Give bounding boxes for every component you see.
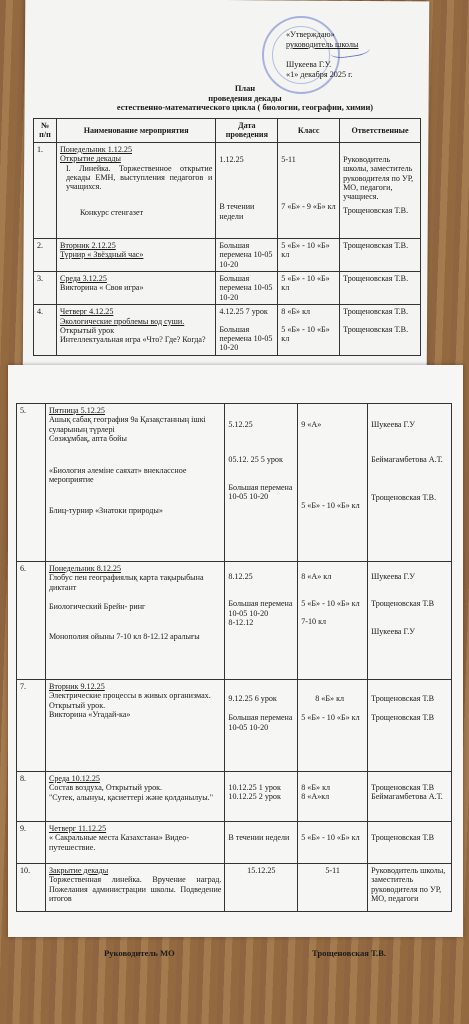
class-cell: [298, 822, 368, 864]
event-text: Монополия ойыны 7-10 кл 8-12.12 аралығы: [48, 631, 200, 641]
class-text: 9 «А»: [301, 420, 322, 429]
responsible-text: Трощеновская Т.В: [371, 599, 435, 609]
class-text: 5 «Б» - 10 «Б» кл: [281, 324, 330, 344]
approval-line: руководитель школы: [286, 40, 359, 49]
class-text: 8 «А» кл: [301, 572, 332, 581]
date-cell: [216, 142, 278, 238]
date-text: В течении недели: [219, 202, 255, 221]
date-text: 4.12.25 7 урок: [219, 307, 268, 317]
event-text: "Сутек, алынуы, қасиеттері және қолданылуы.": [48, 792, 213, 802]
class-cell: 5-11: [298, 864, 368, 912]
header-date: Дата проведения: [216, 119, 278, 143]
table-header-row: [34, 119, 421, 143]
responsible-text: Трощеновская Т.В.: [343, 307, 409, 317]
event-text: Блиц-турнир «Знатоки природы»: [48, 506, 163, 516]
event-text: Открытие декады: [59, 154, 121, 164]
event-cell: [45, 822, 224, 864]
responsible-text: Трощеновская Т.В.: [343, 205, 409, 215]
responsible-text: Трощеновская Т.В.: [343, 324, 409, 334]
class-cell: 5 «Б» - 10 «Б» кл: [278, 238, 340, 271]
row-number: 3.: [34, 272, 57, 305]
class-cell: [298, 680, 368, 772]
day-heading: Среда 10.12.25: [48, 774, 100, 783]
plan-table-page-1: [33, 118, 421, 356]
class-cell: [278, 305, 340, 356]
date-text: 10.12.25 2 урок: [228, 792, 281, 802]
row-number: 8.: [17, 772, 46, 822]
date-text: Большая перемена 10-05 10-20: [219, 324, 273, 353]
responsible-cell: [368, 680, 452, 772]
row-number: 10.: [17, 864, 46, 912]
class-text: 5 «Б» - 10 «Б» кл: [301, 599, 360, 609]
event-text: Сөзжұмбақ, апта бойы: [48, 434, 127, 444]
date-text: 05.12. 25 5 урок: [228, 455, 283, 465]
table-row: [17, 864, 452, 912]
responsible-text: Трощеновская Т.В: [371, 713, 435, 723]
event-cell: [56, 272, 215, 305]
responsible-cell: Трощеновская Т.В.: [340, 238, 421, 271]
responsible-cell: Трощеновская Т.В.: [340, 272, 421, 305]
table-row: [17, 772, 452, 822]
title-line: План: [234, 84, 256, 93]
day-heading: Среда 3.12.25: [59, 274, 107, 284]
date-text: Большая перемена 10-05 10-20: [228, 713, 293, 732]
table-row: [17, 404, 452, 562]
event-cell: [56, 305, 215, 356]
event-text: Ашық сабақ география 9а Қазақстанның ішкі суларының түрлері: [48, 415, 206, 434]
responsible-cell: [340, 142, 421, 238]
responsible-text: Трощеновская Т.В: [371, 783, 435, 792]
responsible-cell: [368, 404, 452, 562]
class-cell: 5 «Б» - 10 «Б» кл: [278, 272, 340, 305]
event-text: Викторина « Своя игра»: [59, 283, 144, 293]
class-text: 7 «Б» - 9 «Б» кл: [281, 202, 336, 212]
event-text: Состав воздуха, Открытый урок.: [48, 783, 163, 793]
table-row: [34, 305, 421, 356]
event-text: «Биология әлеміне саяхат» внеклассное мероприятие: [48, 465, 187, 485]
responsible-cell: Руководитель школы, заместитель руководителя по УР, МО, педагоги: [368, 864, 452, 912]
day-heading: Вторник 9.12.25: [48, 682, 105, 691]
class-cell: [278, 142, 340, 238]
responsible-text: Трощеновская Т.В.: [371, 492, 437, 502]
day-heading: Пятница 5.12.25: [48, 406, 105, 415]
responsible-cell: [368, 822, 452, 864]
class-text: 8 «А»кл: [301, 792, 330, 802]
date-text: 8.12.25: [228, 572, 253, 581]
date-cell: [225, 680, 298, 772]
class-text: 5-11: [281, 154, 296, 164]
document-title: [100, 84, 390, 113]
approval-line: «Утверждаю»: [286, 30, 335, 39]
event-text: Конкурс стенгазет: [79, 207, 144, 217]
header-num: № п/п: [34, 119, 57, 143]
table-row: [17, 680, 452, 772]
responsible-text: Шукеева Г.У: [371, 420, 416, 429]
responsible-text: Беймагамбетова А.Т.: [371, 455, 443, 465]
date-cell: 15.12.25: [225, 864, 298, 912]
event-text: Глобус пен географиялық карта тақырыбына диктант: [48, 573, 204, 592]
header-responsible: Ответственные: [340, 119, 421, 143]
table-row: [34, 272, 421, 305]
table-row: [17, 822, 452, 864]
approval-block: [286, 30, 416, 80]
class-text: 5 «Б» - 10 «Б» кл: [301, 713, 360, 723]
responsible-text: Шукеева Г.У: [371, 626, 416, 636]
event-text: Экологические проблемы вод суши.: [59, 316, 185, 326]
date-text: Большая перемена 10-05 10-20: [228, 599, 293, 618]
event-text: Торжественная линейка. Вручение наград. Пожелания администрации школы. Подведение итогов: [48, 875, 222, 904]
responsible-text: Трощеновская Т.В: [371, 694, 435, 703]
row-number: 7.: [17, 680, 46, 772]
class-text: 5 «Б» - 10 «Б» кл: [301, 501, 360, 511]
plan-table-page-2: [16, 403, 452, 912]
event-cell: [45, 404, 224, 562]
responsible-cell: [368, 772, 452, 822]
event-text: Биологический Брейн- ринг: [48, 602, 146, 612]
date-text: 1.12.25: [219, 154, 244, 164]
event-cell: [56, 238, 215, 271]
day-heading: Четверг 4.12.25: [59, 307, 114, 317]
date-cell: [225, 772, 298, 822]
class-text: 7-10 кл: [301, 616, 327, 626]
footer-head-name: Трощеновская Т.В.: [312, 948, 386, 958]
responsible-text: Беймагамбетова А.Т.: [371, 792, 443, 802]
table-row: [34, 238, 421, 271]
row-number: 1.: [34, 142, 57, 238]
title-line: проведения декады: [208, 93, 282, 103]
event-text: Турнир « Звёздный час»: [59, 250, 144, 260]
row-number: 2.: [34, 238, 57, 271]
day-heading: Вторник 2.12.25: [59, 240, 116, 250]
class-cell: [298, 772, 368, 822]
event-cell: [45, 562, 224, 680]
date-cell: Большая перемена 10-05 10-20: [216, 272, 278, 305]
day-heading: Понедельник 1.12.25: [59, 144, 132, 154]
date-text: 8-12.12: [228, 618, 254, 628]
row-number: 5.: [17, 404, 46, 562]
approval-line: «1» декабря 2025 г.: [286, 70, 353, 79]
responsible-text: Шукеева Г.У: [371, 572, 416, 581]
class-text: 8 «Б» кл: [281, 307, 311, 317]
header-class: Класс: [278, 119, 340, 143]
responsible-cell: [368, 562, 452, 680]
event-text: I. Линейка. Торжественное открытие декады ЕМН, выступления педагогов и учащихся.: [65, 163, 213, 192]
date-text: 9.12.25 6 урок: [228, 694, 277, 703]
header-name: Наименование мероприятия: [56, 119, 215, 143]
date-cell: [225, 822, 298, 864]
event-text: Интеллектуальная игра «Что? Где? Когда?: [59, 335, 206, 345]
class-text: 5 «Б» - 10 «Б» кл: [301, 833, 360, 842]
date-cell: [216, 305, 278, 356]
responsible-cell: [340, 305, 421, 356]
class-cell: [298, 404, 368, 562]
event-cell: [45, 680, 224, 772]
date-cell: [225, 562, 298, 680]
date-text: 10.12.25 1 урок: [228, 783, 281, 792]
event-cell: [45, 772, 224, 822]
event-text: « Сакральные места Казахстана» Видео- путешествие.: [48, 833, 190, 852]
title-line: естественно-математического цикла ( биологии, географии, химии): [116, 103, 374, 113]
table-row: [17, 562, 452, 680]
footer-head-label: Руководитель МО: [104, 948, 175, 958]
table-row: [34, 142, 421, 238]
row-number: 9.: [17, 822, 46, 864]
day-heading: Понедельник 8.12.25: [48, 564, 121, 573]
event-cell: [56, 142, 215, 238]
class-text: 8 «Б» кл: [301, 783, 331, 792]
class-text: 8 «Б» кл: [315, 694, 345, 703]
day-heading: Закрытие декады: [48, 866, 109, 875]
date-cell: Большая перемена 10-05 10-20: [216, 238, 278, 271]
event-text: Электрические процессы в живых организмах. Открытый урок.: [48, 691, 211, 710]
event-text: Открытый урок: [59, 326, 115, 336]
date-text: В течении недели: [228, 833, 290, 842]
date-text: Большая перемена 10-05 10-20: [228, 482, 293, 502]
day-heading: Четверг 11.12.25: [48, 824, 107, 833]
row-number: 6.: [17, 562, 46, 680]
class-cell: [298, 562, 368, 680]
event-cell: [45, 864, 224, 912]
responsible-text: Трощеновская Т.В: [371, 833, 435, 842]
responsible-text: Руководитель школы, заместитель руководителя по УР, МО, педагоги, учащиеся.: [343, 154, 414, 202]
approval-line: Шукеева Г.У.: [286, 60, 332, 69]
date-cell: [225, 404, 298, 562]
date-text: 5.12.25: [228, 420, 253, 429]
row-number: 4.: [34, 305, 57, 356]
event-text: Викторина «Угадай-ка»: [48, 710, 131, 720]
